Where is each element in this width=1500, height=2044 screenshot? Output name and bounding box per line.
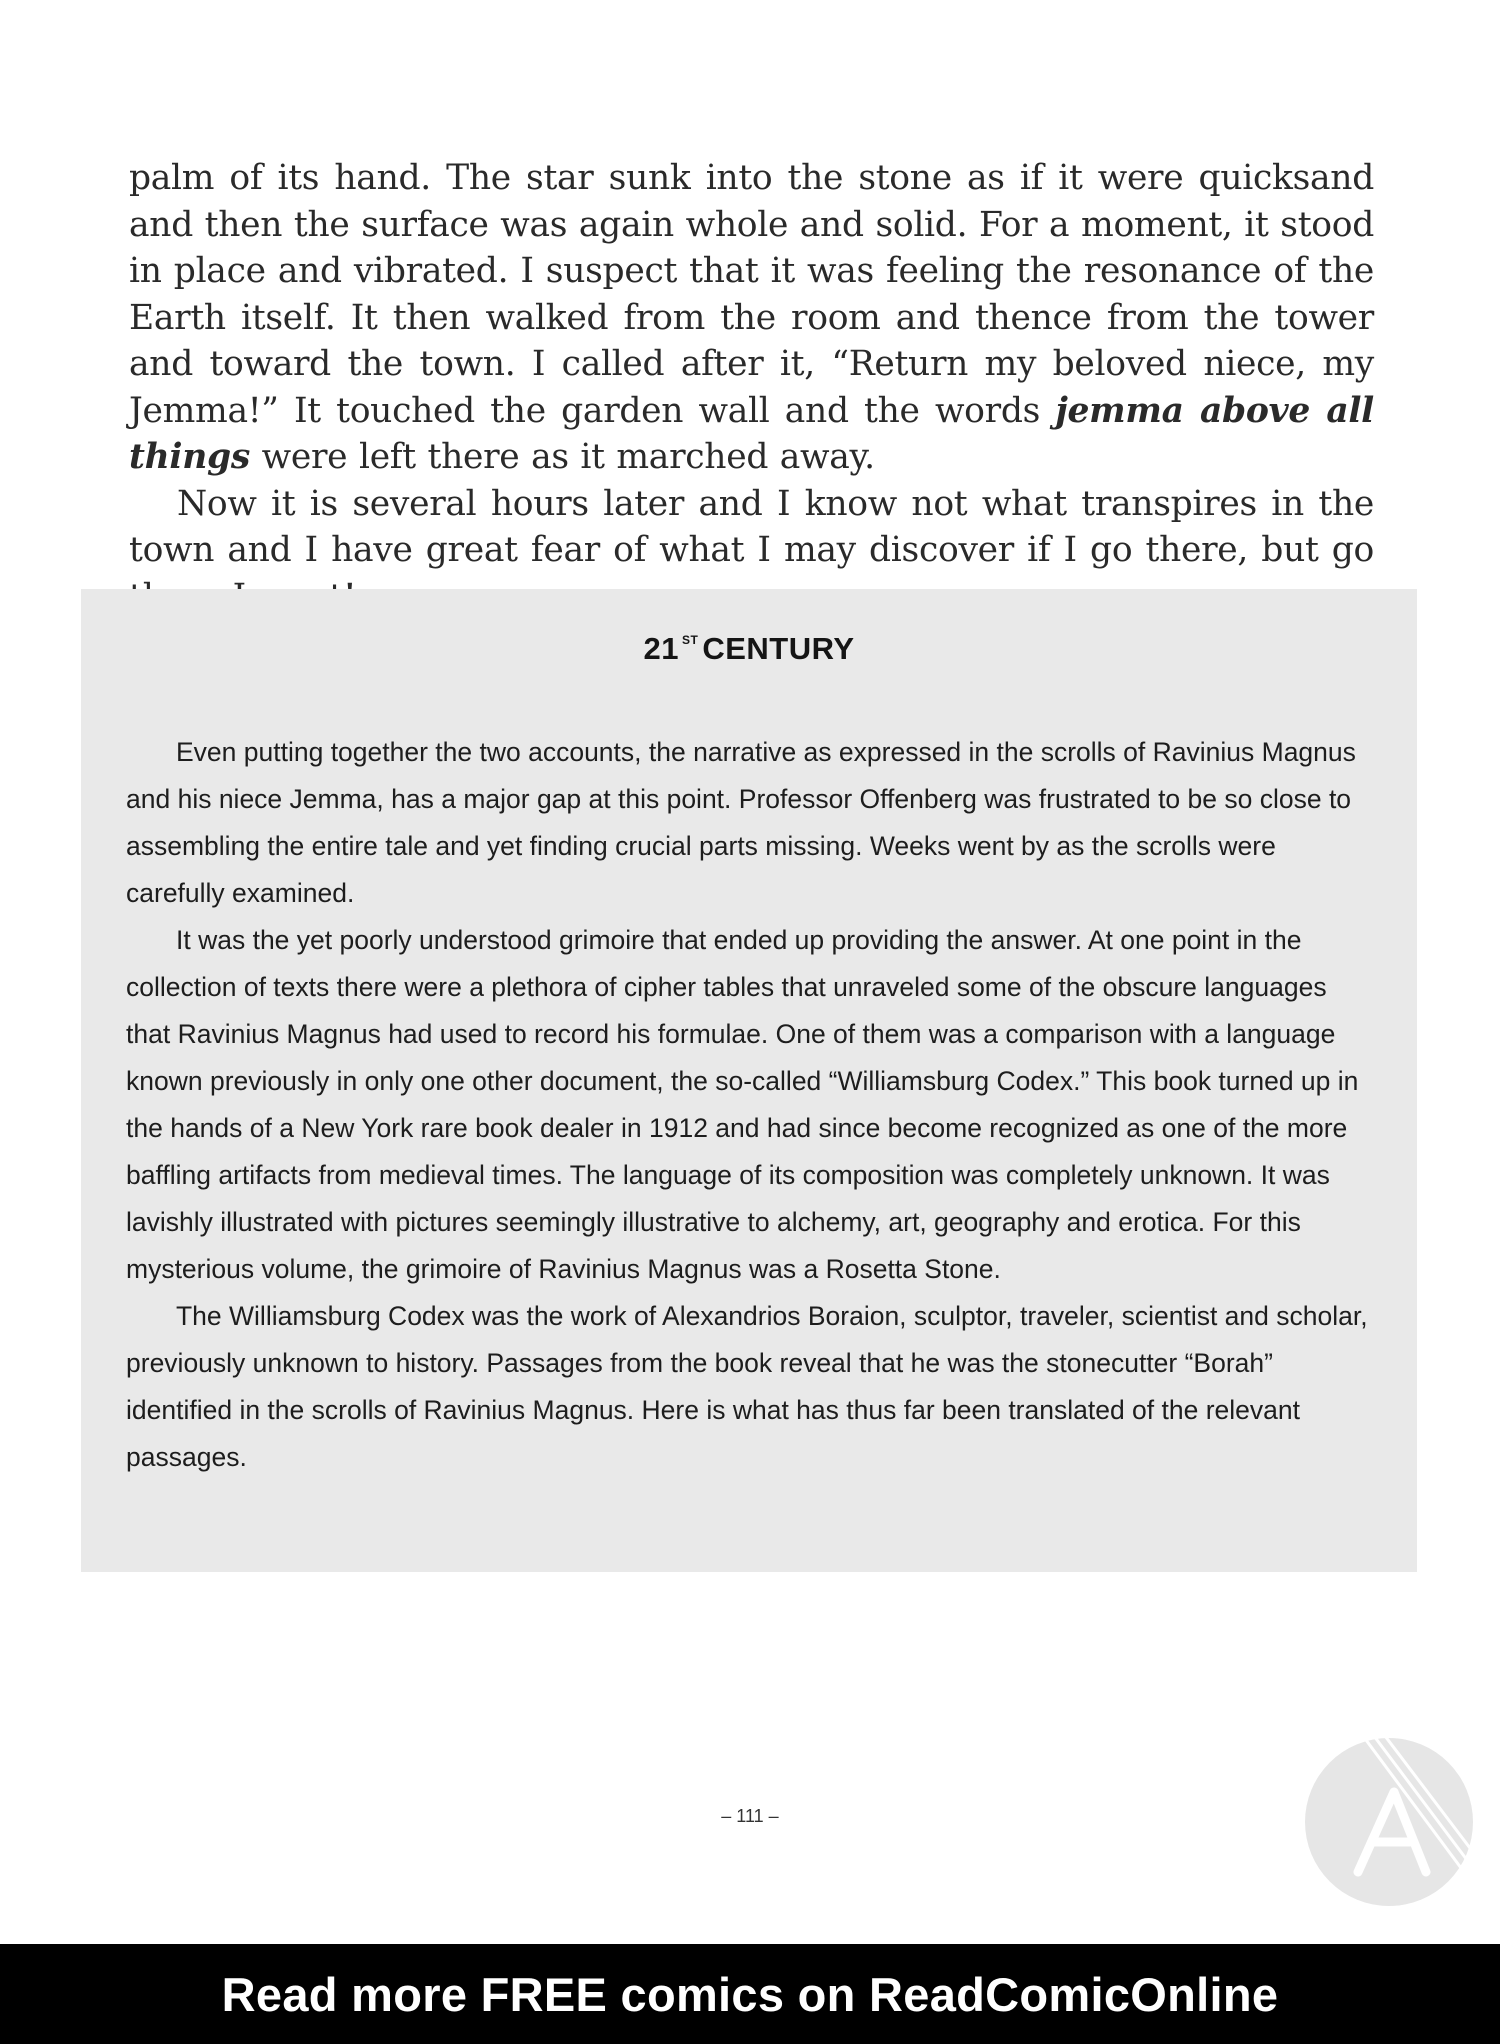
- heading-word: CENTURY: [702, 631, 855, 666]
- sidebar-paragraph: It was the yet poorly understood grimoire that ended up providing the answer. At one point in the collection of texts there were a plethora of cipher tables that unraveled some of the obscure languages that Ravinius Magnus had used to record his formulae. One of them was a comparison with a language known previously in only one other document, the so-called “Williamsburg Codex.” This book turned up in the hands of a New York rare book dealer in 1912 and had since become recognized as one of the more baffling artifacts from medieval times. The language of its composition was completely unknown. It was lavishly illustrated with pictures seemingly illustrative to alchemy, art, geography and erotica. For this mysterious volume, the grimoire of Ravinius Magnus was a Rosetta Stone.: [126, 925, 1359, 1284]
- narrative-text-end: were left there as it marched away.: [249, 437, 875, 477]
- commentary-sidebar: [81, 589, 1417, 1572]
- narrative-paragraph: [129, 155, 1374, 481]
- narrative-paragraph: Now it is several hours later and I know not what transpires in the town and I have great fear of what I may discover if I go there, but go: [129, 483, 1374, 570]
- site-logo-icon: [1296, 1722, 1482, 1908]
- narrative-text-start: palm of its hand. The star sunk into the stone as if it were quicksand and then the surface was again whole and solid. For a moment, it stood in place and vibrated. I suspect that it was feeling the resonance of the Earth itself. It then walked from the room and thence from the tower and toward the town. I called after it, “Return my beloved niece, my Jemma!” It touched the garden wall and the words: [129, 158, 1374, 431]
- sidebar-heading: [81, 631, 1417, 667]
- footer-banner[interactable]: [0, 1944, 1500, 2044]
- wall-inscription: jemma above all things: [129, 390, 1374, 477]
- heading-number: 21: [643, 631, 679, 666]
- narrative-text: [129, 155, 1374, 620]
- footer-text[interactable]: Read more FREE comics on ReadComicOnline: [221, 1967, 1279, 2021]
- heading-suffix: ST: [681, 633, 699, 647]
- sidebar-paragraph: The Williamsburg Codex was the work of Alexandrios Boraion, sculptor, traveler, scientist and scholar, previously unknown to history. Passages from the book reveal that he was the stonecutter “Borah” identified in the scrolls of Ravinius Magnus. Here is what has thus far been translated of the relevant passages.: [126, 1301, 1368, 1472]
- sidebar-paragraph: Even putting together the two accounts, the narrative as expressed in the scrolls of Ravinius Magnus and his niece Jemma, has a major gap at this point. Professor Offenberg was frustrated to be so close to assembling the entire tale and yet finding crucial parts missing. Weeks went by as the scrolls were carefully examined.: [126, 737, 1356, 908]
- page-number: – 111 –: [721, 1806, 779, 1826]
- sidebar-body: [126, 729, 1376, 1481]
